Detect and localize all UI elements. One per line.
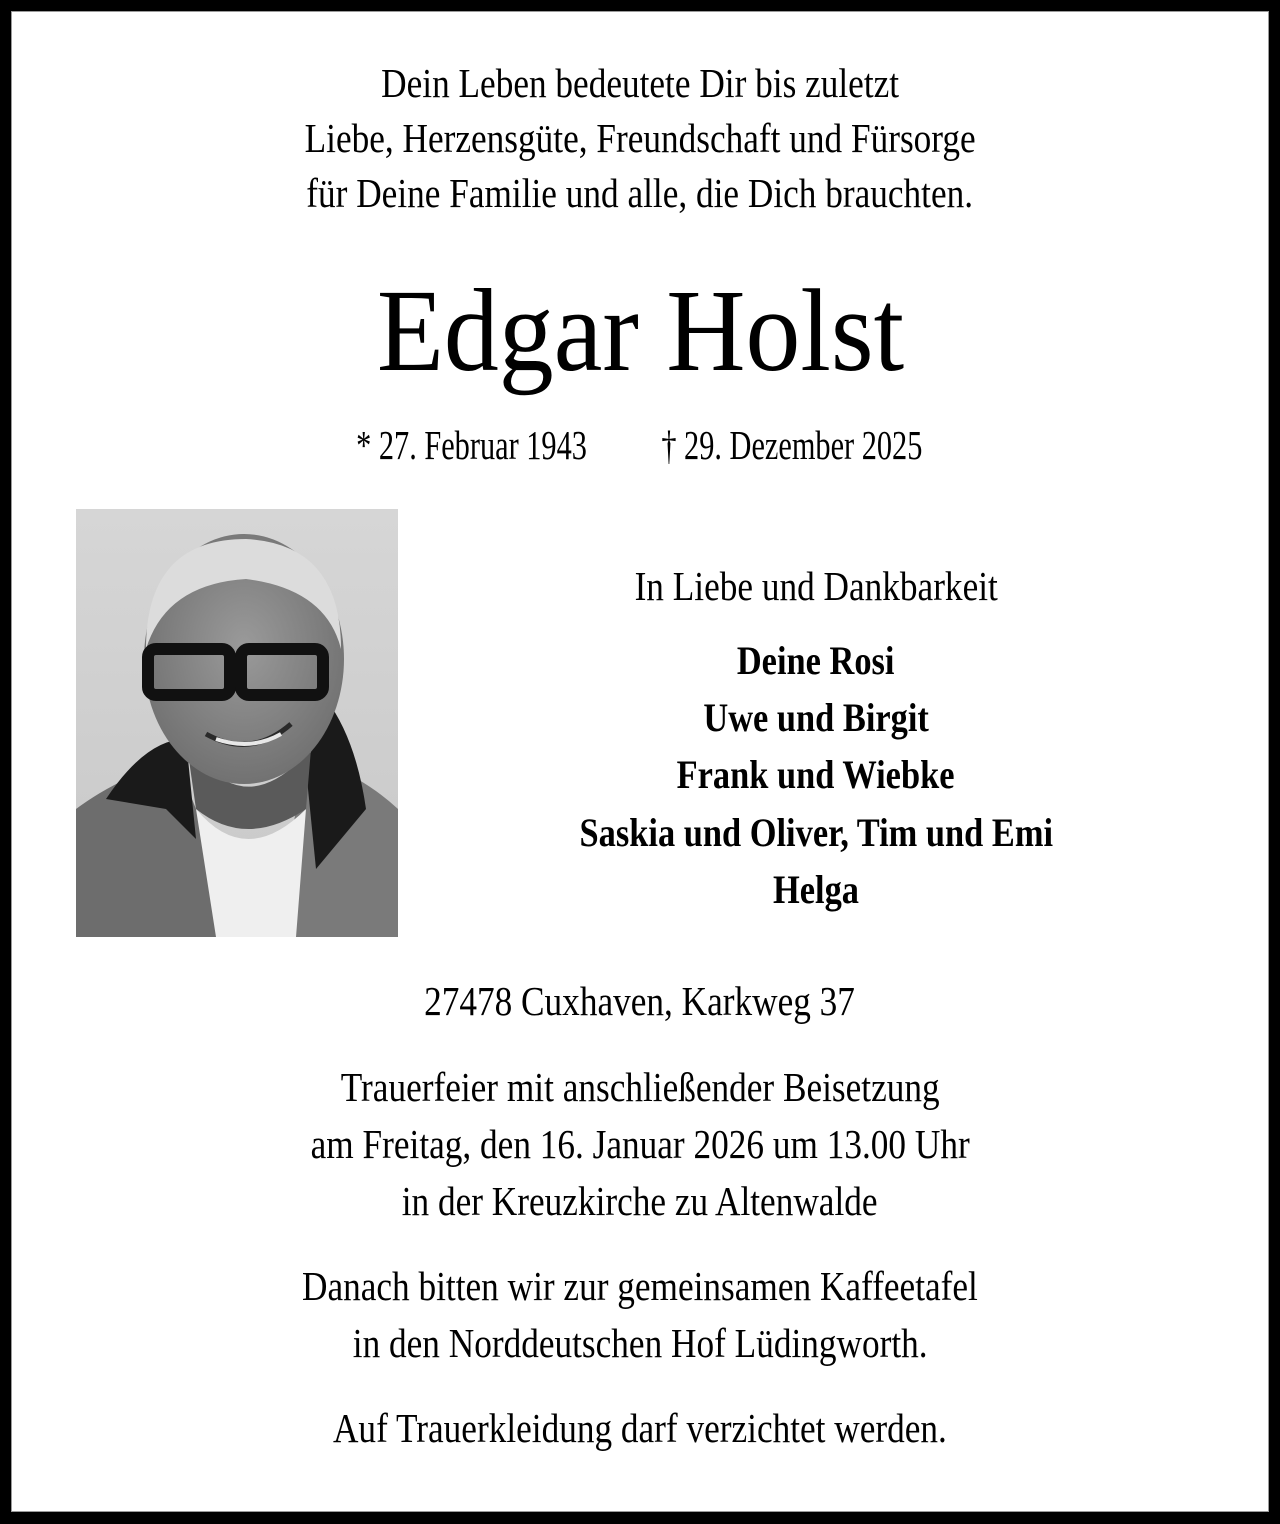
birth-date: * 27. Februar 1943: [355, 422, 587, 468]
address: 27478 Cuxhaven, Karkweg 37: [424, 978, 856, 1024]
mourner-name: Frank und Wiebke: [677, 752, 955, 797]
mourner-name: Helga: [772, 867, 859, 912]
mourner-name: Deine Rosi: [737, 638, 895, 683]
intro-verse-line-3: für Deine Familie und alle, die Dich brauchten.: [306, 170, 974, 216]
mourners-intro: In Liebe und Dankbarkeit: [634, 563, 998, 609]
mourner-name: Uwe und Birgit: [703, 695, 929, 740]
dress-code-note: Auf Trauerkleidung darf verzichtet werden.: [333, 1405, 947, 1451]
death-date: † 29. Dezember 2025: [660, 422, 922, 468]
intro-verse-line-1: Dein Leben bedeutete Dir bis zuletzt: [381, 60, 899, 106]
intro-verse-line-2: Liebe, Herzensgüte, Freundschaft und Fürsorge: [304, 115, 976, 161]
funeral-line-1: Trauerfeier mit anschließender Beisetzung: [340, 1064, 940, 1110]
portrait-photo: [76, 509, 398, 937]
reception-line-1: Danach bitten wir zur gemeinsamen Kaffeetafel: [302, 1263, 978, 1309]
reception-line-2: in den Norddeutschen Hof Lüdingworth.: [352, 1320, 928, 1366]
life-dates: [0, 422, 1280, 468]
funeral-line-2: am Freitag, den 16. Januar 2026 um 13.00 Uhr: [310, 1121, 970, 1167]
funeral-line-3: in der Kreuzkirche zu Altenwalde: [402, 1178, 878, 1224]
deceased-name: Edgar Holst: [376, 265, 904, 396]
mourner-name: Saskia und Oliver, Tim und Emi: [579, 810, 1053, 855]
